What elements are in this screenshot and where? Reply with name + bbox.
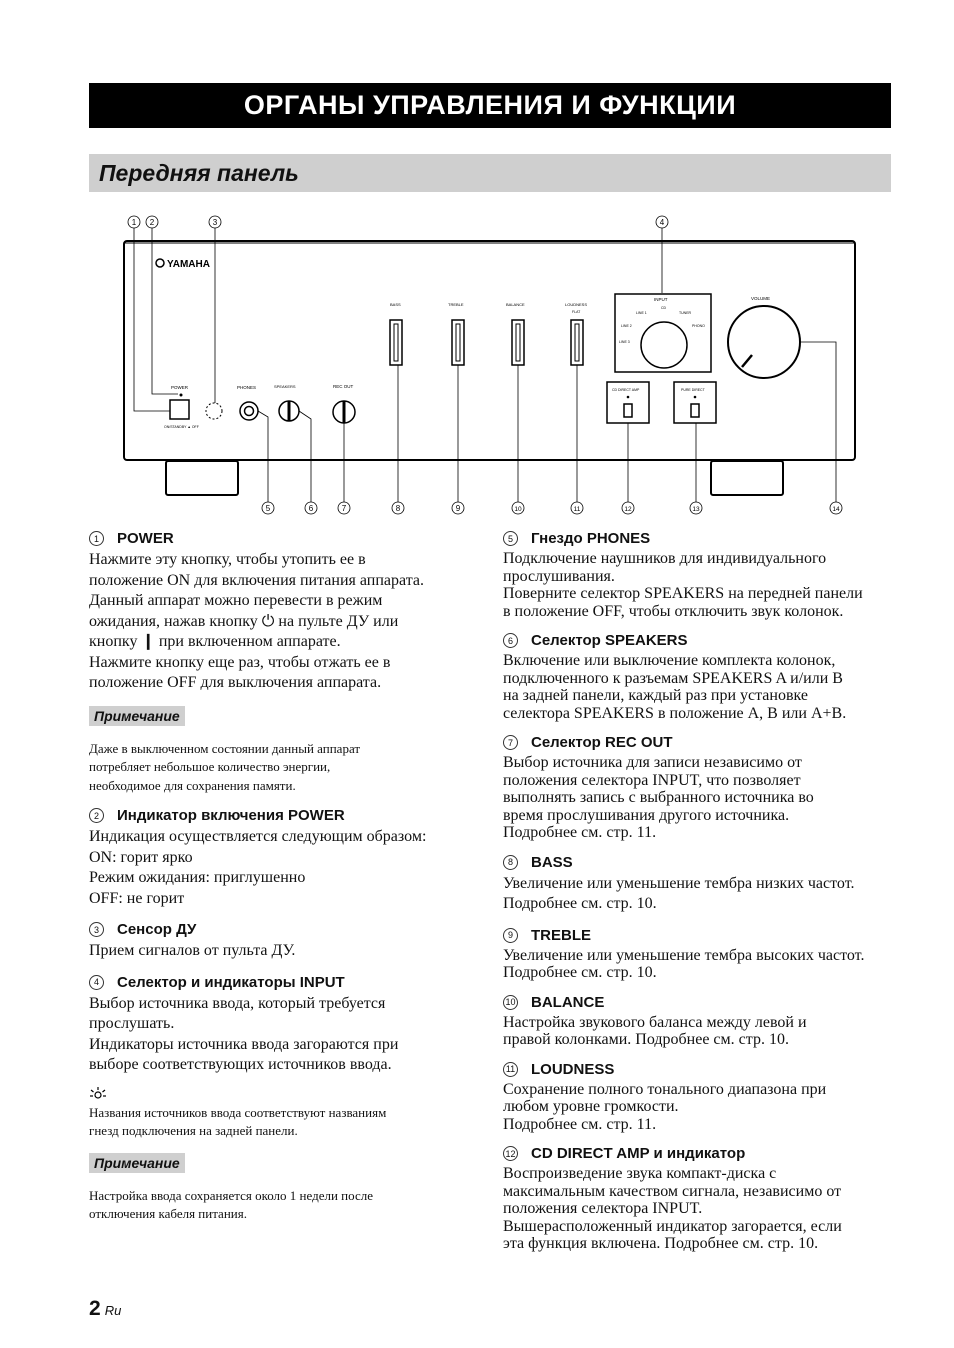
body-line: положение OFF для выключения аппарата. [89, 674, 382, 691]
tip-line: гнезд подключения на задней панели. [89, 1123, 298, 1138]
callout-9: 9 [455, 504, 461, 513]
item-number: 6 [503, 633, 518, 648]
item-title: Селектор REC OUT [531, 734, 673, 751]
body-line: подключенного к разъемам SPEAKERS A и/или B [503, 669, 843, 687]
body-line: на задней панели, каждый раз при установке [503, 687, 808, 704]
item-loudness-heading [503, 1061, 893, 1078]
body-line: эта функция включена. Подробнее см. стр. 10. [503, 1235, 819, 1252]
item-number: 11 [503, 1062, 518, 1077]
body-line: ON: горит ярко [89, 848, 193, 866]
phones-label: PHONES [237, 385, 257, 390]
body-line: Поверните селектор SPEAKERS на передней панели [503, 585, 863, 602]
balance-control[interactable] [512, 320, 524, 365]
item-phones-heading [503, 530, 893, 547]
cd-direct-amp-button[interactable] [624, 404, 632, 417]
body-line: положение ON для включения питания аппарата. [89, 571, 424, 589]
cd-direct-amp-label: CD DIRECT AMP [612, 388, 640, 392]
balance-label: BALANCE [506, 302, 525, 307]
flat-label: FLAT [572, 310, 581, 314]
note-line: Настройка ввода сохраняется около 1 недели после [89, 1187, 373, 1203]
rec-out-label: REC OUT [333, 384, 354, 389]
bass-control[interactable] [390, 320, 402, 365]
phono-label: PHONO [692, 324, 705, 328]
body-line: выполнять запись с выбранного источника во [503, 789, 814, 806]
tip-line: Названия источников ввода соответствуют названиям [89, 1104, 387, 1120]
body-line: селектора SPEAKERS в положение A, B или A+B. [503, 704, 847, 722]
item-cd-direct-heading [503, 1145, 893, 1162]
input-selector[interactable] [641, 322, 687, 368]
line1-label: LINE 1 [636, 311, 647, 315]
body-line: Сохранение полного тонального диапазона при [503, 1080, 827, 1098]
body-line: Подробнее см. стр. 10. [503, 964, 657, 981]
line3-label: LINE 3 [619, 340, 630, 344]
language-code: Ru [104, 1303, 122, 1318]
item-number: 8 [503, 855, 518, 870]
item-title: BALANCE [531, 993, 605, 1011]
item-treble-heading [503, 927, 893, 944]
note-label: Примечание [89, 706, 185, 726]
item-balance-heading [503, 994, 893, 1011]
body-line: прослушать. [89, 1015, 175, 1032]
brand-label: YAMAHA [167, 259, 210, 270]
cd-label: CD [661, 306, 667, 310]
callout-3: 3 [212, 218, 218, 227]
item-title: Гнездо PHONES [531, 530, 651, 547]
body-line: ожидания, нажав кнопку ⏻ на пульте ДУ или [89, 612, 399, 630]
callout-11: 11 [573, 506, 581, 513]
cd-direct-indicator [627, 396, 630, 399]
item-number: 5 [503, 531, 518, 546]
callout-13: 13 [692, 506, 700, 513]
treble-label: TREBLE [448, 302, 464, 307]
note-line: потребляет небольшое количество энергии, [89, 759, 331, 774]
power-button[interactable] [170, 400, 189, 419]
callout-7: 7 [341, 504, 347, 513]
body-line: OFF: не горит [89, 889, 185, 907]
body-line: Режим ожидания: приглушенно [89, 869, 306, 886]
item-title: Селектор SPEAKERS [531, 632, 688, 649]
item-number: 3 [89, 922, 104, 937]
item-number: 12 [503, 1146, 518, 1161]
item-input-heading [89, 974, 479, 991]
note-label: Примечание [89, 1153, 185, 1173]
front-panel-diagram [100, 205, 880, 525]
body-line: в положение OFF, чтобы отключить звук колонок. [503, 602, 844, 620]
item-title: Сенсор ДУ [117, 921, 197, 938]
body-line: выборе соответствующих источников ввода. [89, 1056, 392, 1073]
callout-5: 5 [265, 504, 271, 513]
callout-4: 4 [659, 218, 665, 227]
body-line: Данный аппарат можно перевести в режим [89, 592, 383, 609]
body-line: Индикация осуществляется следующим образом: [89, 828, 427, 845]
item-title: Индикатор включения POWER [117, 807, 345, 824]
item-title: Селектор и индикаторы INPUT [117, 973, 345, 991]
body-line: Воспроизведение звука компакт-диска с [503, 1165, 777, 1182]
line2-label: LINE 2 [621, 324, 632, 328]
item-number: 10 [503, 995, 518, 1010]
body-line: максимальным качеством сигнала, независимо от [503, 1182, 842, 1200]
pure-direct-button[interactable] [691, 404, 699, 417]
body-line: положения селектора INPUT, что позволяет [503, 771, 801, 789]
page-number: 2 [89, 1297, 101, 1320]
callout-10: 10 [514, 506, 522, 513]
tip-icon [89, 1086, 479, 1104]
treble-control[interactable] [452, 320, 464, 365]
item-title: TREBLE [531, 926, 591, 944]
standby-label: ON/STANDBY ▲ OFF [164, 425, 199, 429]
body-line: Нажмите кнопку еще раз, чтобы отжать ее в [89, 653, 391, 671]
section-title: Передняя панель [89, 154, 891, 192]
callout-1: 1 [131, 218, 137, 227]
tuner-label: TUNER [679, 311, 692, 315]
right-column [503, 530, 893, 1253]
item-title: CD DIRECT AMP и индикатор [531, 1145, 746, 1162]
note-line: необходимое для сохранения памяти. [89, 777, 296, 793]
body-line: Выбор источника ввода, который требуется [89, 994, 386, 1012]
volume-knob[interactable] [728, 306, 800, 378]
power-indicator [180, 394, 183, 397]
body-line: Вышерасположенный индикатор загорается, если [503, 1217, 842, 1235]
body-line: Подключение наушников для индивидуального [503, 550, 827, 567]
item-title: LOUDNESS [531, 1060, 615, 1078]
body-line: Выбор источника для записи независимо от [503, 754, 802, 771]
bass-label: BASS [390, 302, 401, 307]
power-label: POWER [171, 385, 189, 390]
callout-12: 12 [624, 506, 632, 513]
item-number: 1 [89, 531, 104, 546]
body-line: любом уровне громкости. [503, 1098, 679, 1115]
page-footer [89, 1297, 121, 1321]
body-line: Настройка звукового баланса между левой и [503, 1013, 807, 1031]
note-line: Даже в выключенном состоянии данный аппарат [89, 740, 361, 756]
page-title: ОРГАНЫ УПРАВЛЕНИЯ И ФУНКЦИИ [89, 83, 891, 128]
body-line: правой колонками. Подробнее см. стр. 10. [503, 1031, 789, 1048]
item-power-heading [89, 530, 479, 547]
body-line: Индикаторы источника ввода загораются при [89, 1035, 399, 1053]
item-bass-heading [503, 854, 893, 871]
callout-6: 6 [308, 504, 314, 513]
body-line: Подробнее см. стр. 11. [503, 1115, 657, 1133]
body-line: кнопку ❙ при включенном аппарате. [89, 633, 341, 650]
body-line: Увеличение или уменьшение тембра низких частот. [503, 874, 855, 892]
item-number: 9 [503, 928, 518, 943]
item-number: 4 [89, 975, 104, 990]
callout-8: 8 [395, 504, 401, 513]
left-column [89, 530, 479, 1224]
callout-2: 2 [149, 218, 155, 227]
pure-direct-label: PURE DIRECT [681, 388, 705, 392]
item-title: POWER [117, 530, 174, 547]
body-line: положения селектора INPUT. [503, 1200, 703, 1217]
body-line: прослушивания. [503, 567, 615, 585]
body-line: Подробнее см. стр. 10. [503, 895, 657, 912]
note-line: отключения кабеля питания. [89, 1206, 247, 1221]
body-line: Нажмите эту кнопку, чтобы утопить ее в [89, 551, 366, 568]
callout-14: 14 [832, 506, 840, 513]
loudness-control[interactable] [571, 320, 583, 365]
loudness-label: LOUDNESS [565, 302, 588, 307]
item-remote-sensor-heading [89, 921, 479, 938]
volume-label: VOLUME [751, 296, 771, 301]
item-number: 2 [89, 808, 104, 823]
speakers-label: SPEAKERS [274, 384, 296, 389]
body-line: время прослушивания другого источника. [503, 806, 790, 824]
body-line: Прием сигналов от пульта ДУ. [89, 942, 296, 959]
item-speakers-heading [503, 632, 893, 649]
body-line: Включение или выключение комплекта колонок, [503, 652, 836, 669]
body-line: Увеличение или уменьшение тембра высоких частот. [503, 946, 865, 964]
item-power-indicator-heading [89, 807, 479, 824]
item-rec-out-heading [503, 734, 893, 751]
pure-direct-indicator [694, 396, 697, 399]
item-number: 7 [503, 735, 518, 750]
item-title: BASS [531, 853, 573, 871]
input-label: INPUT [654, 297, 668, 302]
body-line: Подробнее см. стр. 11. [503, 824, 657, 841]
